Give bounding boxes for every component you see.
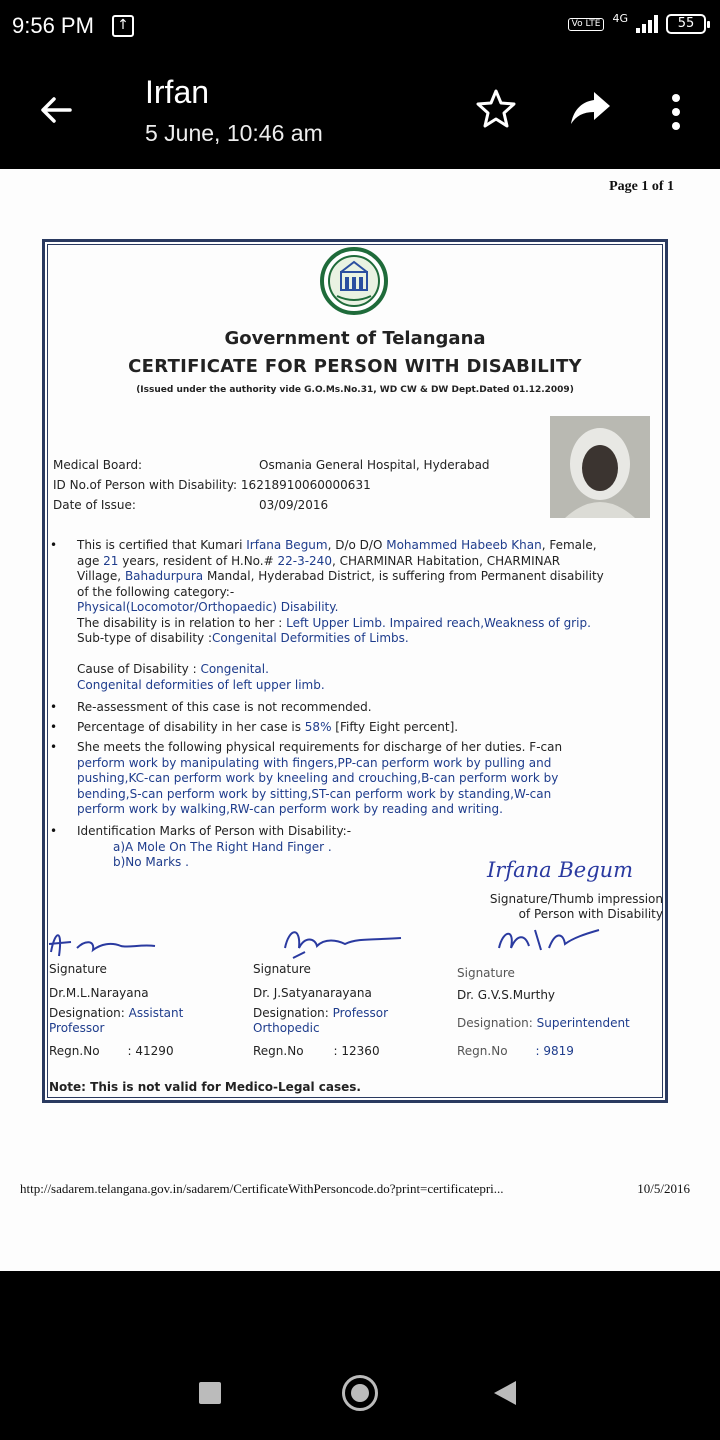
applicant-signature-label: Signature/Thumb impression of Person with Disability	[489, 892, 663, 921]
signatory-3-regn: Regn.No : 9819	[457, 1044, 574, 1058]
print-date: 10/5/2016	[637, 1181, 690, 1196]
telangana-emblem-icon	[319, 246, 389, 316]
reassessment-line: Re-assessment of this case is not recommended.	[77, 700, 372, 714]
signatory-2-name: Dr. J.Satyanarayana	[253, 986, 372, 1000]
signal-icon	[636, 15, 658, 33]
recent-apps-icon[interactable]	[199, 1382, 221, 1404]
cause-paragraph: Cause of Disability : Congenital. Congenital deformities of left upper limb.	[77, 662, 325, 692]
signatory-2-designation: Designation: Professor Orthopedic	[253, 1006, 389, 1035]
medical-board-row	[53, 458, 490, 472]
physical-requirements: She meets the following physical requirements for discharge of her duties. F-can perform work by manipulating with fingers,PP-can perform work by pulling and pushing,KC-can perform work by kneeling and crouching,B-can perform work by bending,S-can perform work by sitting,ST-can perform work by standing,W-can perform work by walking,RW-can perform work by reading and writing.	[77, 740, 563, 816]
network-type: 4G	[612, 11, 628, 25]
home-icon[interactable]	[342, 1375, 378, 1411]
signatory-1-regn: Regn.No : 41290	[49, 1044, 174, 1058]
status-icons	[568, 11, 706, 34]
more-options-icon[interactable]	[664, 92, 688, 132]
issue-date-value: 03/09/2016	[259, 498, 329, 512]
father-name: Mohammed Habeeb Khan	[386, 538, 542, 552]
sender-name: Irfan	[145, 74, 210, 110]
disability-category: Physical(Locomotor/Orthopaedic) Disability.	[77, 600, 339, 614]
signatory-3-designation: Designation: Superintendent	[457, 1016, 630, 1030]
app-bar	[0, 56, 720, 169]
government-name: Government of Telangana	[224, 328, 486, 349]
signature-scribble-3	[489, 918, 619, 966]
bullet: •	[50, 700, 58, 714]
upload-icon: ↑	[112, 15, 134, 37]
page-number: Page 1 of 1	[609, 179, 674, 194]
issue-date-row	[53, 498, 328, 512]
person-photo	[550, 416, 650, 518]
star-icon[interactable]	[474, 86, 518, 130]
bullet: •	[50, 740, 58, 754]
bullet: •	[50, 824, 58, 838]
signatory-1-name: Dr.M.L.Narayana	[49, 986, 149, 1000]
document-viewer[interactable]	[0, 169, 720, 1271]
id-number-label: ID No.of Person with Disability:	[53, 478, 238, 492]
status-bar	[0, 0, 720, 56]
battery-icon: 55	[666, 14, 706, 34]
nav-back-icon[interactable]	[494, 1381, 516, 1405]
signatory-2-signature-label: Signature	[253, 962, 311, 976]
bullet: •	[50, 720, 58, 734]
medical-board-value: Osmania General Hospital, Hyderabad	[259, 458, 490, 472]
back-arrow-icon[interactable]	[36, 90, 76, 130]
medico-legal-note: Note: This is not valid for Medico-Legal cases.	[49, 1080, 361, 1094]
signatory-2-regn: Regn.No : 12360	[253, 1044, 380, 1058]
navigation-bar	[0, 1271, 720, 1440]
medical-board-label: Medical Board:	[53, 458, 143, 472]
signature-scribble-2	[265, 918, 415, 966]
id-number-row	[53, 478, 371, 492]
share-forward-icon[interactable]	[568, 88, 614, 128]
volte-icon: Vo LTE	[568, 18, 605, 31]
message-timestamp: 5 June, 10:46 am	[145, 120, 323, 146]
signatory-1-designation: Designation: Assistant Professor	[49, 1006, 184, 1035]
certificate-authority: (Issued under the authority vide G.O.Ms.No.31, WD CW & DW Dept.Dated 01.12.2009)	[136, 385, 574, 395]
bullet: •	[50, 538, 58, 552]
certification-paragraph: This is certified that Kumari Irfana Begum, D/o D/O Mohammed Habeeb Khan, Female, age 21 years, resident of H.No.# 22-3-240, CHARMINAR Habitation, CHARMINAR Village, Bahadurpura Mandal, Hyderabad District, is suffering from Permanent disability of the following category:- Physical(Locomotor/Orthopaedic) Disability. The disability is in relation to her : Left Upper Limb. Impaired reach,Weakness of grip. Sub-type of disability :Congenital Deformities of Limbs.	[77, 538, 657, 647]
signatory-3-signature-label: Signature	[457, 966, 515, 980]
disability-certificate	[42, 239, 668, 1103]
issue-date-label: Date of Issue:	[53, 498, 136, 512]
signatory-3-name: Dr. G.V.S.Murthy	[457, 988, 556, 1002]
signatory-1-signature-label: Signature	[49, 962, 107, 976]
percentage-line: Percentage of disability in her case is 58% [Fifty Eight percent].	[77, 720, 459, 734]
id-number-value: 16218910060000631	[240, 478, 371, 492]
identification-marks: Identification Marks of Person with Disability:- a)A Mole On The Right Hand Finger . b)No Marks .	[77, 824, 352, 869]
source-url: http://sadarem.telangana.gov.in/sadarem/CertificateWithPersoncode.do?print=certificatepri...	[20, 1181, 504, 1196]
applicant-handwritten-signature: Irfana Begum	[487, 858, 634, 882]
certificate-title: CERTIFICATE FOR PERSON WITH DISABILITY	[128, 356, 582, 377]
status-time: 9:56 PM	[12, 13, 94, 38]
person-name: Irfana Begum	[246, 538, 328, 552]
